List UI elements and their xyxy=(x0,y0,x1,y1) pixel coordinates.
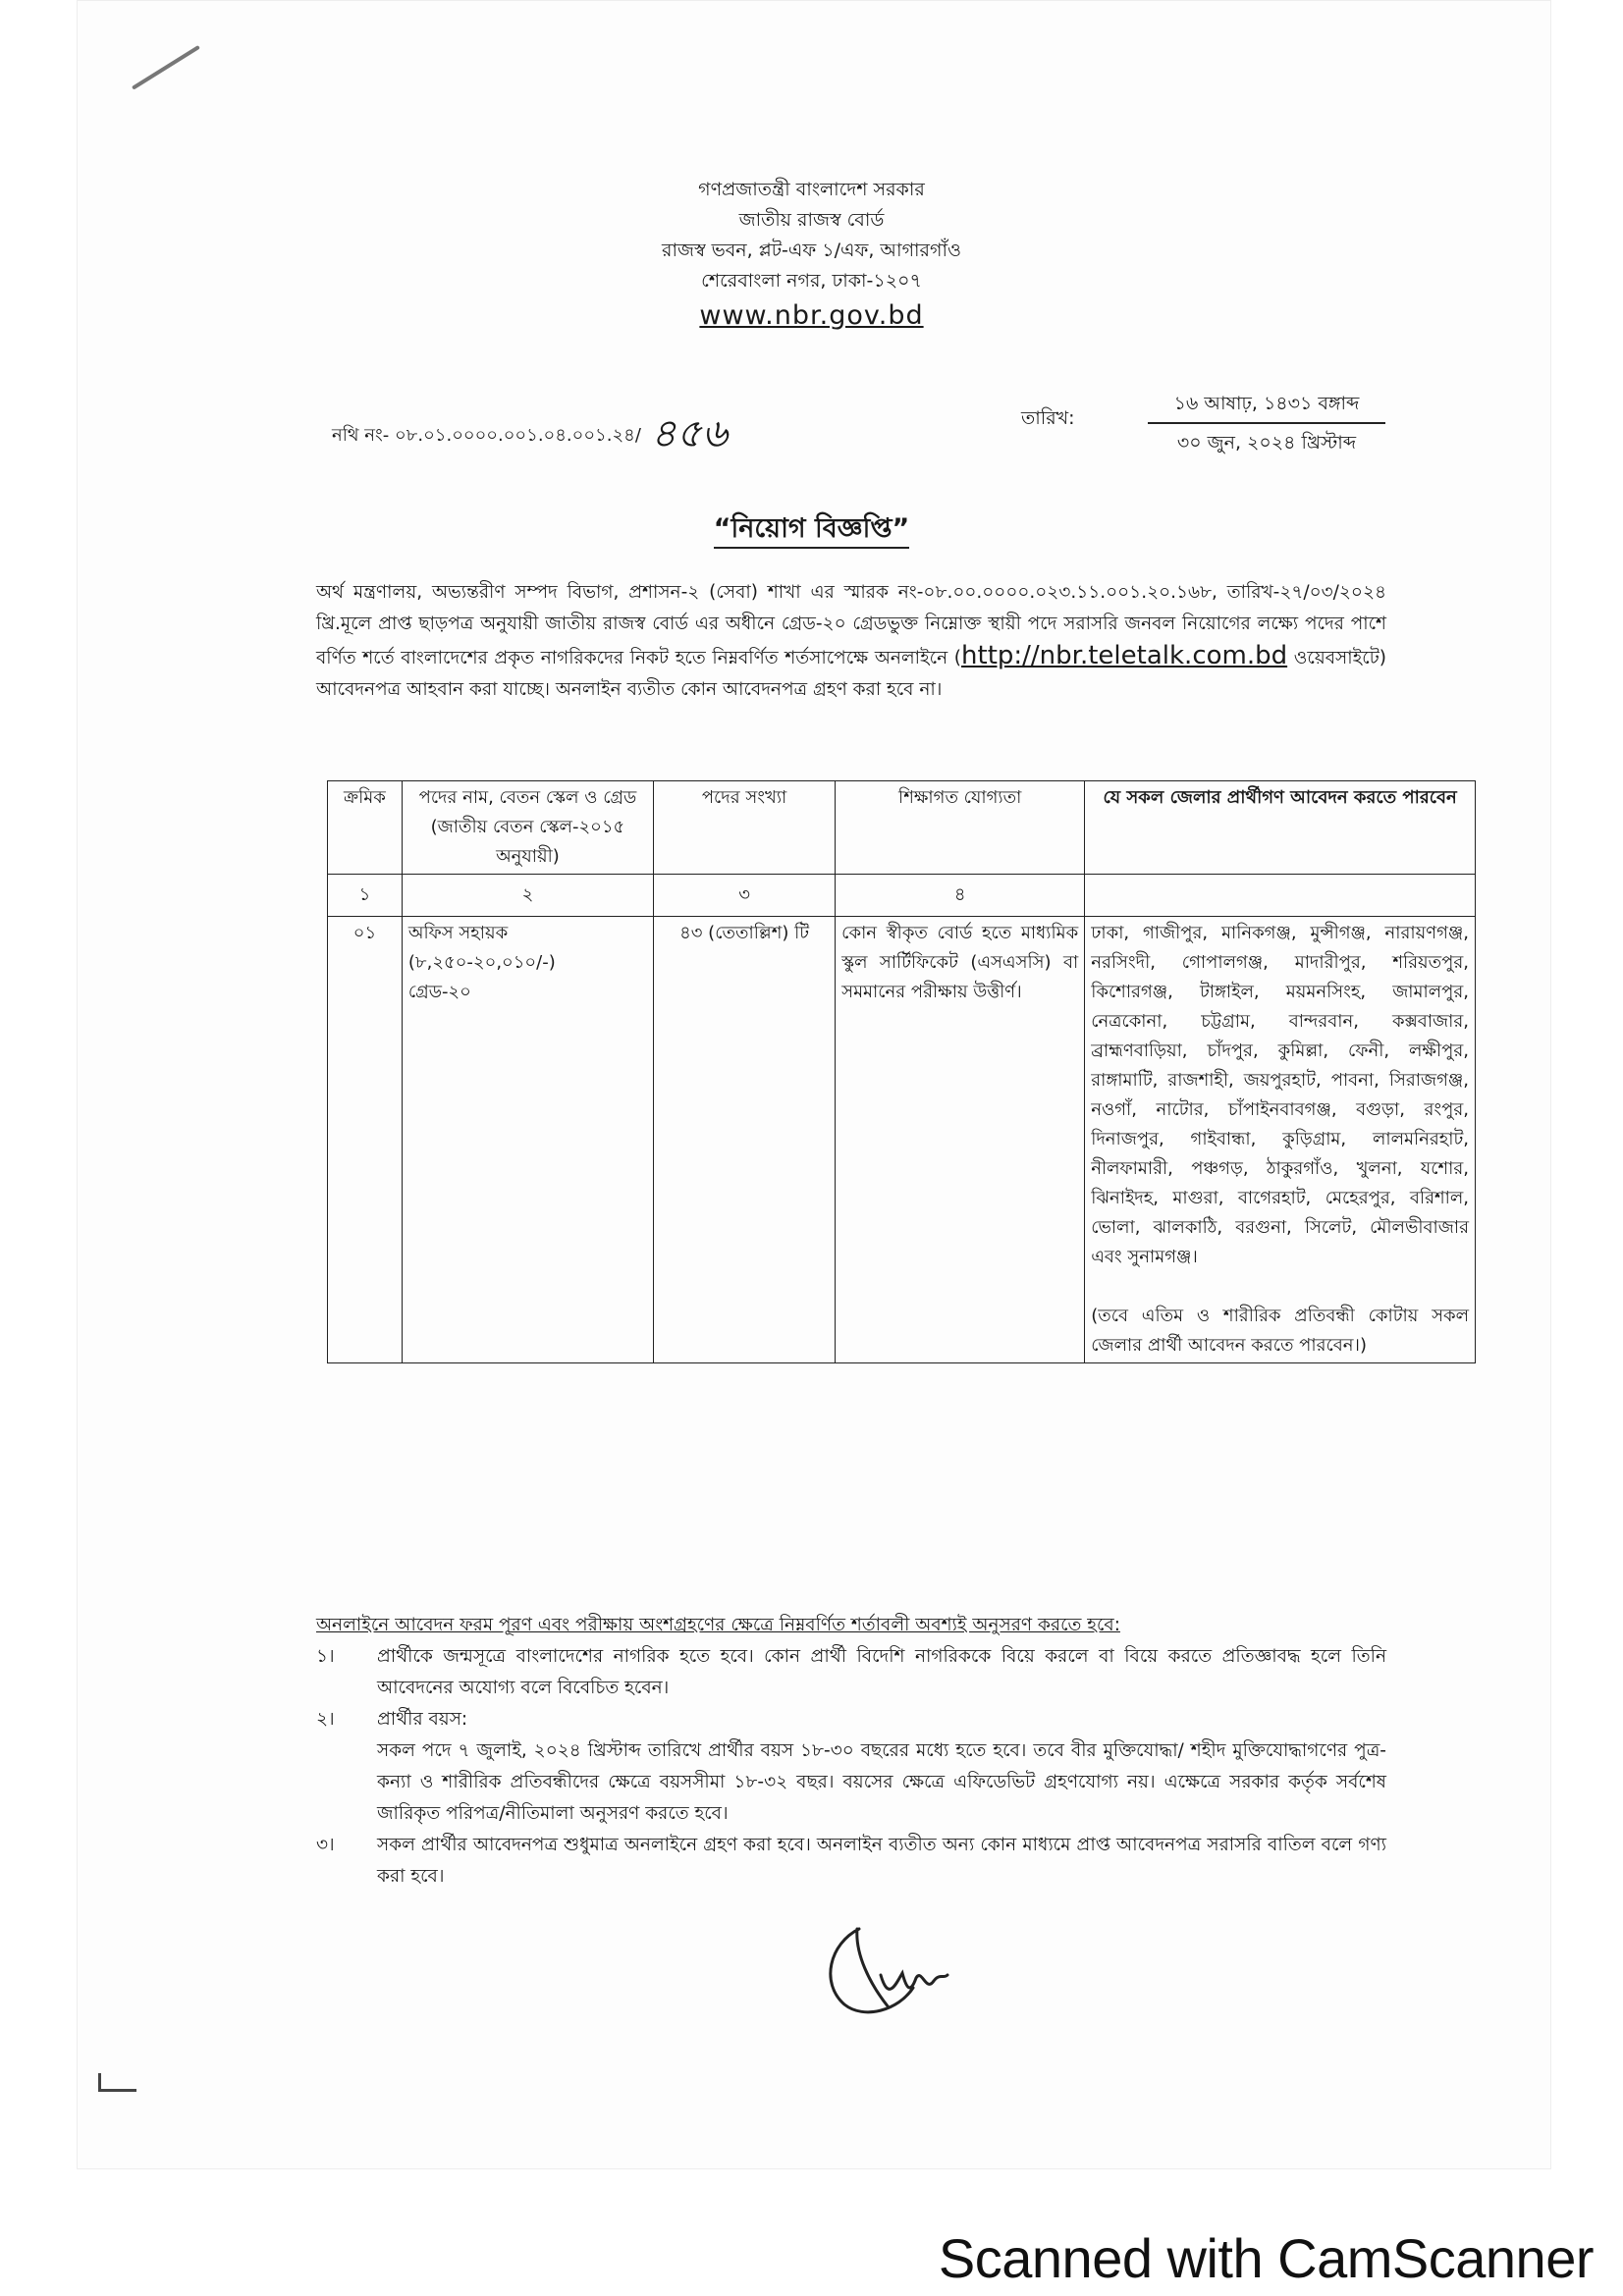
intro-paragraph: অর্থ মন্ত্রণালয়, অভ্যন্তরীণ সম্পদ বিভাগ, প্রশাসন-২ (সেবা) শাখা এর স্মারক নং-০৮.০০.০০০০.০২৩.১১.০০১.২০.১৬৮, তারিখ-২৭/০৩/২০২৪ খ্রি.মূলে প্রাপ্ত ছাড়পত্র অনুযায়ী জাতীয় রাজস্ব বোর্ড এর অধীনে গ্রেড-২০ গ্রেডভুক্ত নিম্নোক্ত স্থায়ী পদে সরাসরি জনবল নিয়োগের লক্ষ্যে পদের পাশে বর্ণিত শর্তে বাংলাদেশের প্রকৃত নাগরিকদের নিকট হতে নিম্নবর্ণিত শর্তসাপেক্ষে অনলাইনে (http://nbr.teletalk.com.bd ওয়েবসাইটে) আবেদনপত্র আহবান করা যাচ্ছে। অনলাইন ব্যতীত কোন আবেদনপত্র গ্রহণ করা হবে না। xyxy=(316,582,1386,700)
col-no-1: ১ xyxy=(328,875,403,917)
col-no-2: ২ xyxy=(402,875,653,917)
reference-number xyxy=(332,402,728,468)
condition-text: সকল প্রার্থীর আবেদনপত্র শুধুমাত্র অনলাইনে গ্রহণ করা হবে। অনলাইন ব্যতীত অন্য কোন মাধ্যমে প্রাপ্ত আবেদনপত্র সরাসরি বাতিল বলে গণ্য করা হবে। xyxy=(377,1835,1386,1887)
col-no-4: ৪ xyxy=(836,875,1085,917)
conditions-section xyxy=(316,1610,1386,1893)
signature-image xyxy=(820,1914,972,2022)
date-block xyxy=(1144,385,1389,461)
col-no-3: ৩ xyxy=(653,875,835,917)
post-name: অফিস সহায়ক xyxy=(407,923,509,943)
column-number-row xyxy=(328,875,1476,917)
application-url-link[interactable]: http://nbr.teletalk.com.bd xyxy=(961,641,1288,670)
condition-text: প্রার্থীকে জন্মসূত্রে বাংলাদেশের নাগরিক হতে হবে। কোন প্রার্থী বিদেশি নাগরিককে বিয়ে করলে বা বিয়ে করতে প্রতিজ্ঞাবদ্ধ হলে তিনি আবেদনের অযোগ্য বলে বিবেচিত হবেন। xyxy=(377,1646,1386,1698)
board-name: জাতীয় রাজস্ব বোর্ড xyxy=(738,209,885,231)
date-gregorian: ৩০ জুন, ২০২৪ খ্রিস্টাব্দ xyxy=(1176,432,1357,454)
letterhead xyxy=(0,175,1623,334)
quota-note: (তবে এতিম ও শারীরিক প্রতিবন্ধী কোটায় সকল জেলার প্রার্থী আবেদন করতে পারবেন।) xyxy=(1091,1306,1469,1356)
corner-mark xyxy=(98,2073,136,2092)
condition-item xyxy=(316,1830,1386,1893)
handwritten-number: ৪৫৬ xyxy=(650,411,728,456)
cell-districts xyxy=(1085,917,1476,1363)
address-line: রাজস্ব ভবন, প্লট-এফ ১/এফ, আগারগাঁও xyxy=(662,240,961,261)
condition-text: সকল পদে ৭ জুলাই, ২০২৪ খ্রিস্টাব্দ তারিখে প্রার্থীর বয়স ১৮-৩০ বছরের মধ্যে হতে হবে। তবে বীর মুক্তিযোদ্ধা/ শহীদ মুক্তিযোদ্ধাগণের পুত্র-কন্যা ও শারীরিক প্রতিবন্ধীদের ক্ষেত্রে বয়সসীমা ১৮-৩২ বছর। বয়সের ক্ষেত্রে এফিডেভিট গ্রহণযোগ্য নয়। এক্ষেত্রে সরকার কর্তৃক সর্বশেষ জারিকৃত পরিপত্র/নীতিমালা অনুসরণ করতে হবে। xyxy=(377,1740,1386,1824)
scanner-watermark: Scanned with CamScanner xyxy=(938,2227,1594,2289)
district-list: ঢাকা, গাজীপুর, মানিকগঞ্জ, মুন্সীগঞ্জ, নারায়ণগঞ্জ, নরসিংদী, গোপালগঞ্জ, মাদারীপুর, শরিয়তপুর, কিশোরগঞ্জ, টাঙ্গাইল, ময়মনসিংহ, জামালপুর, নেত্রকোনা, চট্টগ্রাম, বান্দরবান, কক্সবাজার, ব্রাহ্মণবাড়িয়া, চাঁদপুর, কুমিল্লা, ফেনী, লক্ষীপুর, রাঙ্গামাটি, রাজশাহী, জয়পুরহাট, পাবনা, সিরাজগঞ্জ, নওগাঁ, নাটোর, চাঁপাইনবাবগঞ্জ, বগুড়া, রংপুর, দিনাজপুর, গাইবান্ধা, কুড়িগ্রাম, লালমনিরহাট, নীলফামারী, পঞ্চগড়, ঠাকুরগাঁও, খুলনা, যশোর, ঝিনাইদহ, মাগুরা, বাগেরহাট, মেহেরপুর, বরিশাল, ভোলা, ঝালকাঠি, বরগুনা, সিলেট, মৌলভীবাজার এবং সুনামগঞ্জ। xyxy=(1091,923,1469,1267)
grade: গ্রেড-২০ xyxy=(407,982,471,1002)
header-districts: যে সকল জেলার প্রার্থীগণ আবেদন করতে পারবেন xyxy=(1085,781,1476,875)
pay-scale: (৮,২৫০-২০,০১০/-) xyxy=(407,952,556,973)
header-count: পদের সংখ্যা xyxy=(653,781,835,875)
condition-title: প্রার্থীর বয়স: xyxy=(377,1709,468,1730)
header-qualification: শিক্ষাগত যোগ্যতা xyxy=(836,781,1085,875)
col-no-5 xyxy=(1085,875,1476,917)
cell-count: ৪৩ (তেতাল্লিশ) টি xyxy=(653,917,835,1363)
vacancy-table xyxy=(327,780,1476,1363)
date-bangla: ১৬ আষাঢ়, ১৪৩১ বঙ্গাব্দ xyxy=(1173,393,1360,414)
condition-item xyxy=(316,1641,1386,1704)
city-line: শেরেবাংলা নগর, ঢাকা-১২০৭ xyxy=(701,270,922,292)
header-serial: ক্রমিক xyxy=(328,781,403,875)
condition-number: ১। xyxy=(316,1646,335,1667)
cell-qualification: কোন স্বীকৃত বোর্ড হতে মাধ্যমিক স্কুল সার্টিফিকেট (এসএসসি) বা সমমানের পরীক্ষায় উত্তীর্ণ। xyxy=(836,917,1085,1363)
condition-number: ২। xyxy=(316,1709,335,1730)
header-post: পদের নাম, বেতন স্কেল ও গ্রেড (জাতীয় বেতন স্কেল-২০১৫ অনুযায়ী) xyxy=(402,781,653,875)
conditions-heading: অনলাইনে আবেদন ফরম পূরণ এবং পরীক্ষায় অংশগ্রহণের ক্ষেত্রে নিম্নবর্ণিত শর্তাবলী অবশ্যই অনুসরণ করতে হবে: xyxy=(316,1615,1120,1635)
table-header-row xyxy=(328,781,1476,875)
condition-item xyxy=(316,1704,1386,1830)
cell-serial: ০১ xyxy=(328,917,403,1363)
reference-label: নথি নং- ০৮.০১.০০০০.০০১.০৪.০০১.২৪/ xyxy=(332,425,641,446)
condition-number: ৩। xyxy=(316,1835,335,1855)
cell-post xyxy=(402,917,653,1363)
govt-name: গণপ্রজাতন্ত্রী বাংলাদেশ সরকার xyxy=(698,179,925,200)
website-link[interactable]: www.nbr.gov.bd xyxy=(699,300,924,331)
notice-title: “নিয়োগ বিজ্ঞপ্তি” xyxy=(0,508,1623,553)
date-label: তারিখ: xyxy=(1021,407,1075,429)
table-row xyxy=(328,917,1476,1363)
